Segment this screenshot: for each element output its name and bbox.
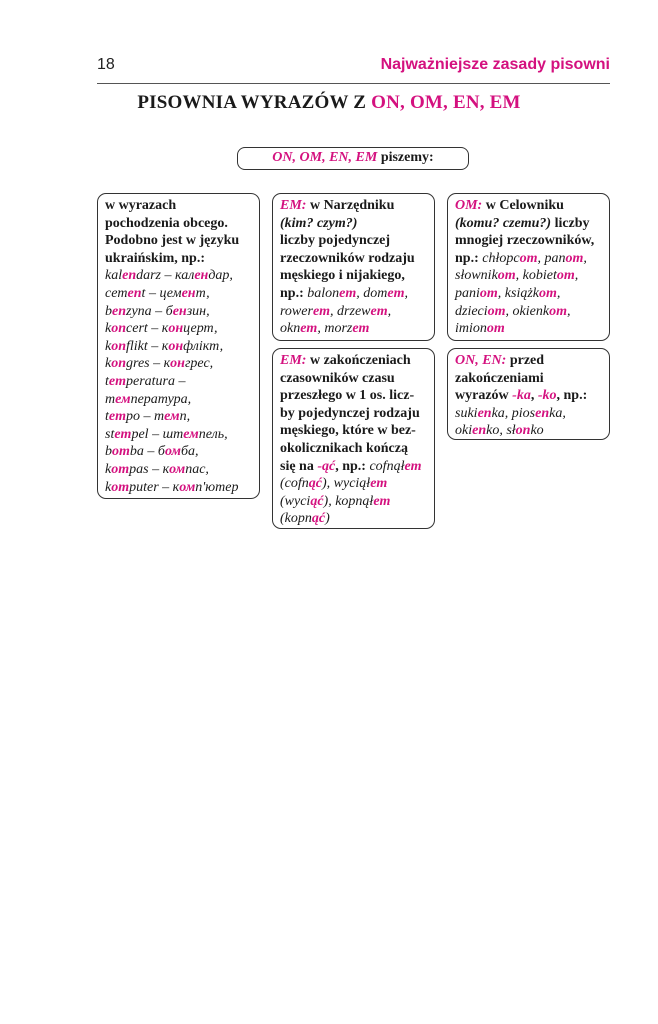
example-line: słownikom, kobietom,	[455, 268, 579, 284]
example-line: dzieciom, okienkom,	[455, 303, 571, 319]
rule-line: okolicznikach kończą	[280, 440, 408, 456]
rule-pill	[237, 147, 469, 170]
rule-line: męskiego, które w bez-	[280, 423, 416, 439]
example-line: np.: chłopcom, panom,	[455, 250, 587, 266]
em-instrumental-box	[272, 193, 435, 341]
rule-line: czasowników czasu	[280, 370, 395, 386]
rule-highlight: ON, OM, EN, EM	[272, 150, 378, 165]
intro-line: pochodzenia obcego.	[105, 215, 228, 231]
example-line: tempo – темп,	[105, 409, 191, 425]
rule-line: wyrazów -ka, -ko, np.:	[455, 388, 588, 404]
header-rule	[97, 83, 610, 84]
intro-line: Podobno jest w języku	[105, 233, 240, 249]
rule-line: męskiego i nijakiego,	[280, 268, 405, 284]
example-line: cement – цемент,	[105, 285, 210, 301]
example-line: (kopnąć)	[280, 511, 330, 527]
example-line: (cofnąć), wyciąłem	[280, 476, 388, 492]
example-line: oknem, morzem	[280, 321, 370, 337]
rule-line: rzeczowników rodzaju	[280, 250, 415, 266]
example-line: kompas – компас,	[105, 461, 209, 477]
section-title-prefix: PISOWNIA WYRAZÓW Z	[137, 92, 372, 113]
section-title	[0, 92, 658, 114]
foreign-examples	[105, 267, 253, 373]
example-line: okienko, słonko	[455, 423, 544, 439]
example-line: się na -ąć, np.: cofnąłem	[280, 458, 422, 474]
foreign-examples	[105, 408, 253, 496]
example-line: koncert – концерт,	[105, 321, 218, 337]
om-dative-box	[447, 193, 610, 341]
case-question: (komu? czemu?) liczby	[455, 215, 590, 231]
example-line: температура,	[105, 391, 192, 407]
rule-line: zakończeniami	[455, 370, 544, 386]
rule-line: mnogiej rzeczowników,	[455, 233, 595, 249]
rule-line: liczby pojedynczej	[280, 233, 391, 249]
case-question: (kim? czym?)	[280, 215, 358, 231]
page-number: 18	[97, 56, 115, 73]
box-heading: ON, EN: przed	[455, 353, 545, 368]
example-line: (wyciąć), kopnąłem	[280, 493, 391, 509]
foreign-words-box	[97, 193, 260, 499]
box-heading: EM: w Narzędniku	[280, 198, 395, 213]
example-line: konflikt – конфлікт,	[105, 338, 224, 354]
example-line: komputer – комп'ютер	[105, 479, 239, 495]
example-line: rowerem, drzewem,	[280, 303, 392, 319]
box-heading: EM: w zakończeniach	[280, 353, 411, 368]
em-past-tense-box	[272, 348, 435, 529]
box-heading: OM: w Celowniku	[455, 198, 564, 213]
section-title-highlight: ON, OM, EN, EM	[371, 92, 521, 113]
example-line: paniom, książkom,	[455, 285, 561, 301]
example-line: kongres – конгрес,	[105, 356, 214, 372]
example-line: benzyna – бензин,	[105, 303, 210, 319]
example-line: bomba – бомба,	[105, 444, 199, 460]
example-line: stempel – штемпель,	[105, 426, 228, 442]
intro-line: w wyrazach	[105, 198, 177, 213]
example-line: temperatura –	[105, 373, 186, 389]
intro-line: ukraińskim, np.:	[105, 250, 205, 266]
example-line: imionom	[455, 321, 505, 337]
rule-line: przeszłego w 1 os. licz-	[280, 388, 415, 404]
example-line: sukienka, piosenka,	[455, 405, 566, 421]
example-line: np.: balonem, domem,	[280, 285, 408, 301]
rule-line: by pojedynczej rodzaju	[280, 405, 420, 421]
on-en-box	[447, 348, 610, 440]
rule-text: piszemy:	[377, 150, 434, 165]
running-head: Najważniejsze zasady pisowni	[380, 56, 610, 73]
example-line: kalendarz – календар,	[105, 268, 233, 284]
